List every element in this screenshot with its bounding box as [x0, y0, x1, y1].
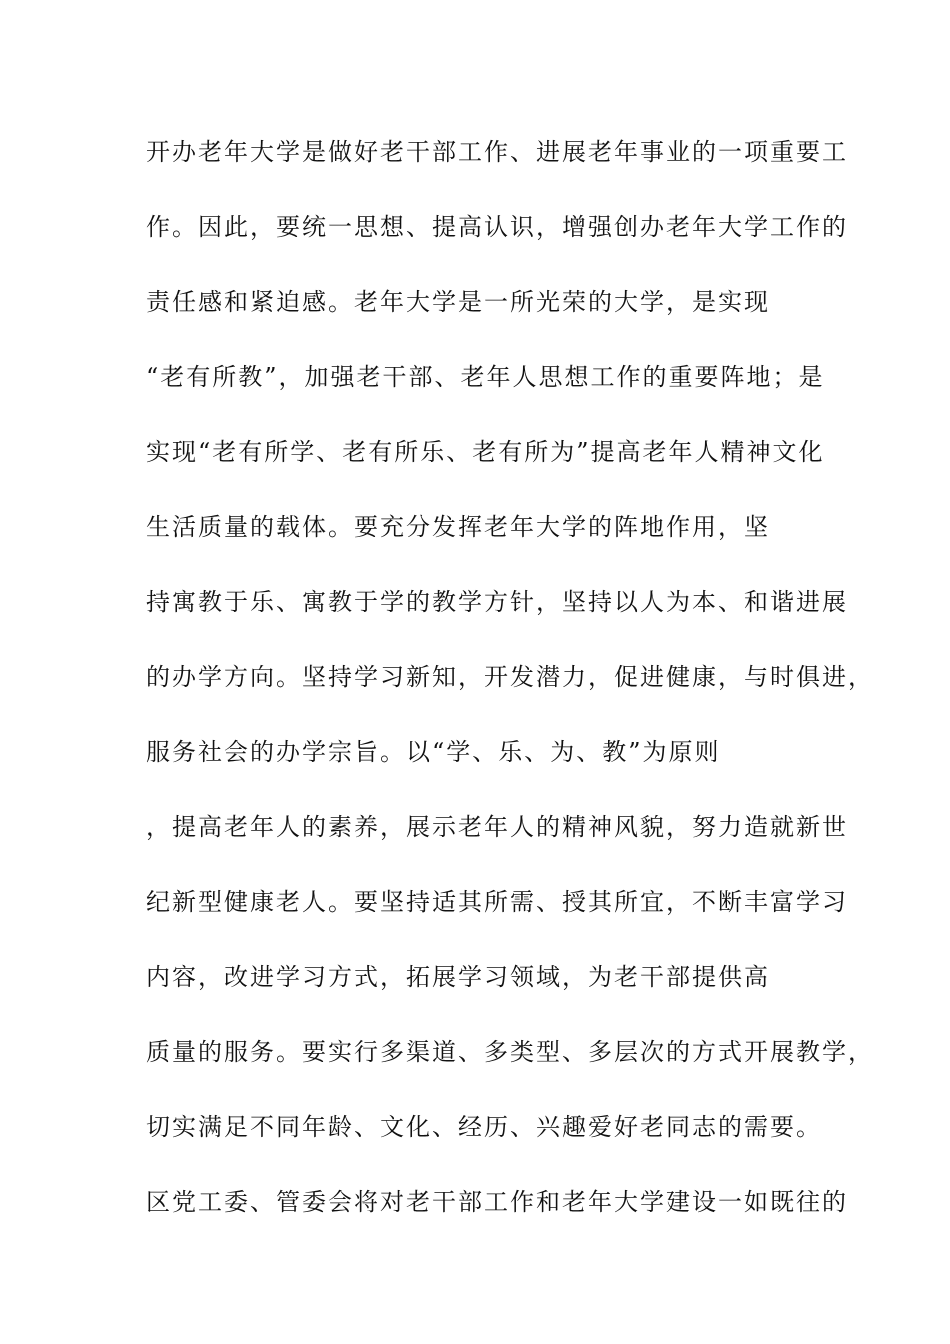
- paragraph-line: 责任感和紧迫感。老年大学是一所光荣的大学，是实现: [146, 288, 770, 316]
- paragraph-line: 的办学方向。坚持学习新知，开发潜力，促进健康，与时俱进，: [146, 663, 874, 691]
- paragraph-line: “老有所教”，加强老干部、老年人思想工作的重要阵地；是: [146, 363, 825, 391]
- paragraph-line: 实现“老有所学、老有所乐、老有所为”提高老年人精神文化: [146, 438, 825, 466]
- paragraph-line: 内容，改进学习方式，拓展学习领域，为老干部提供高: [146, 963, 770, 991]
- paragraph-line: 生活质量的载体。要充分发挥老年大学的阵地作用，坚: [146, 513, 770, 541]
- paragraph-line: 开办老年大学是做好老干部工作、进展老年事业的一项重要工: [146, 138, 848, 166]
- paragraph-line: 质量的服务。要实行多渠道、多类型、多层次的方式开展教学，: [146, 1038, 874, 1066]
- paragraph-line: 持寓教于乐、寓教于学的教学方针，坚持以人为本、和谐进展: [146, 588, 848, 616]
- paragraph-line: 切实满足不同年龄、文化、经历、兴趣爱好老同志的需要。: [146, 1113, 822, 1141]
- paragraph-line: 纪新型健康老人。要坚持适其所需、授其所宜，不断丰富学习: [146, 888, 848, 916]
- paragraph-line: 作。因此，要统一思想、提高认识，增强创办老年大学工作的: [146, 213, 848, 241]
- paragraph-line: ，提高老年人的素养，展示老年人的精神风貌，努力造就新世: [146, 813, 848, 841]
- paragraph-line: 服务社会的办学宗旨。以“学、乐、为、教”为原则: [146, 738, 721, 766]
- paragraph-line: 区党工委、管委会将对老干部工作和老年大学建设一如既往的: [146, 1188, 848, 1216]
